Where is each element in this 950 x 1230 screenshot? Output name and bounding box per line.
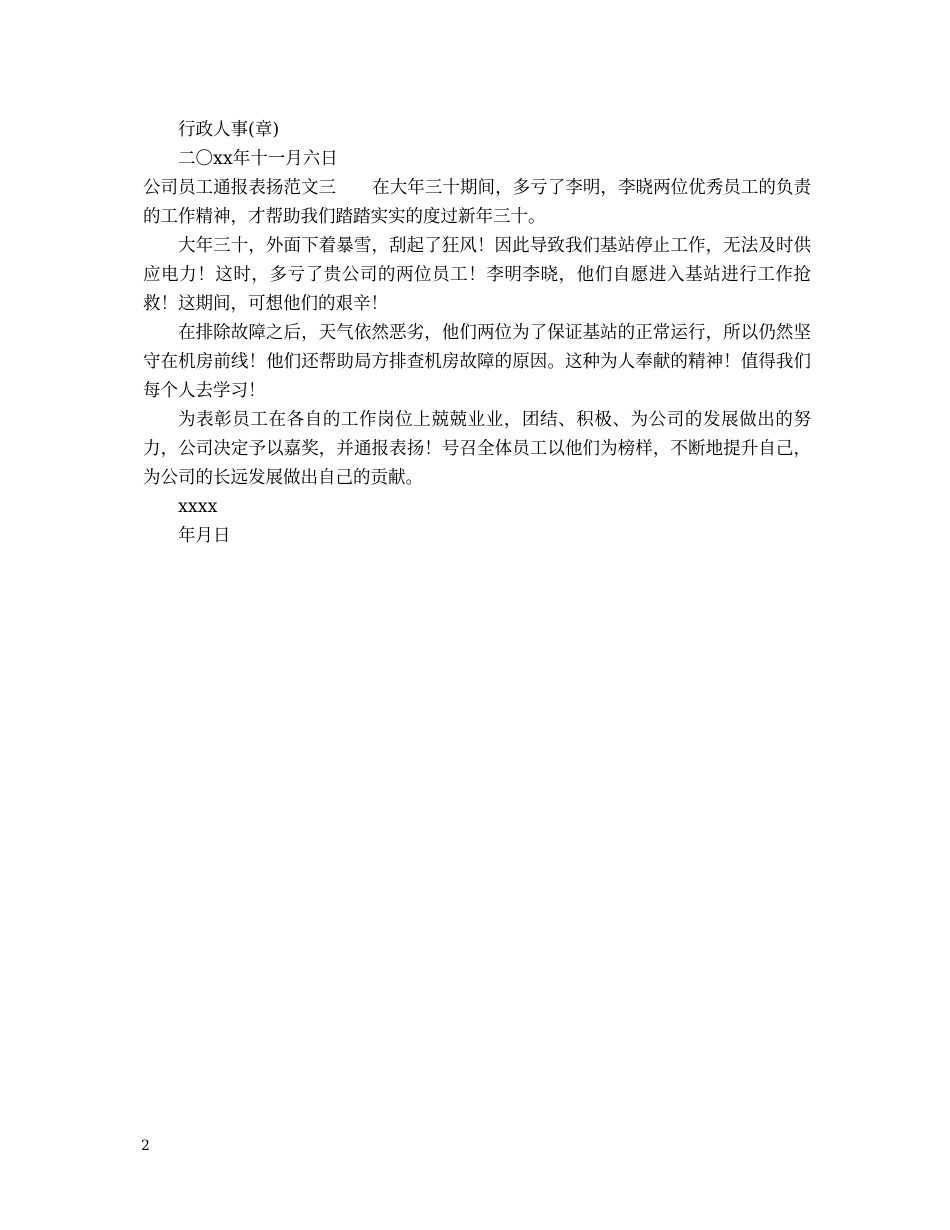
page-number: 2 <box>141 1138 150 1154</box>
closing-date: 年月日 <box>178 526 231 546</box>
paragraph-intro <box>143 174 811 232</box>
paragraph-2: 大年三十，外面下着暴雪，刮起了狂风！因此导致我们基站停止工作，无法及时供应电力！这时，多亏了贵公司的两位员工！李明李晓，他们自愿进入基站进行工作抢救！这期间，可想他们的艰辛！ <box>143 236 811 314</box>
signature-department: 行政人事(章) <box>178 120 280 140</box>
section-title: 公司员工通报表扬范文三 <box>143 178 337 198</box>
paragraph-1-text: 在大年三十期间，多亏了李明，李晓两位优秀员工的负责的工作精神，才帮助我们踏踏实实的度过新年三十。 <box>143 178 812 227</box>
closing-company: xxxx <box>178 497 218 517</box>
signature-date: 二〇xx年十一月六日 <box>178 149 338 169</box>
document-body <box>143 116 811 551</box>
paragraph-3: 在排除故障之后，天气依然恶劣，他们两位为了保证基站的正常运行，所以仍然坚守在机房前线！他们还帮助局方排查机房故障的原因。这种为人奉献的精神！值得我们每个人去学习！ <box>143 323 811 401</box>
paragraph-4: 为表彰员工在各自的工作岗位上兢兢业业，团结、积极、为公司的发展做出的努力，公司决定予以嘉奖，并通报表扬！号召全体员工以他们为榜样，不断地提升自己，为公司的长远发展做出自己的贡献。 <box>143 410 811 488</box>
